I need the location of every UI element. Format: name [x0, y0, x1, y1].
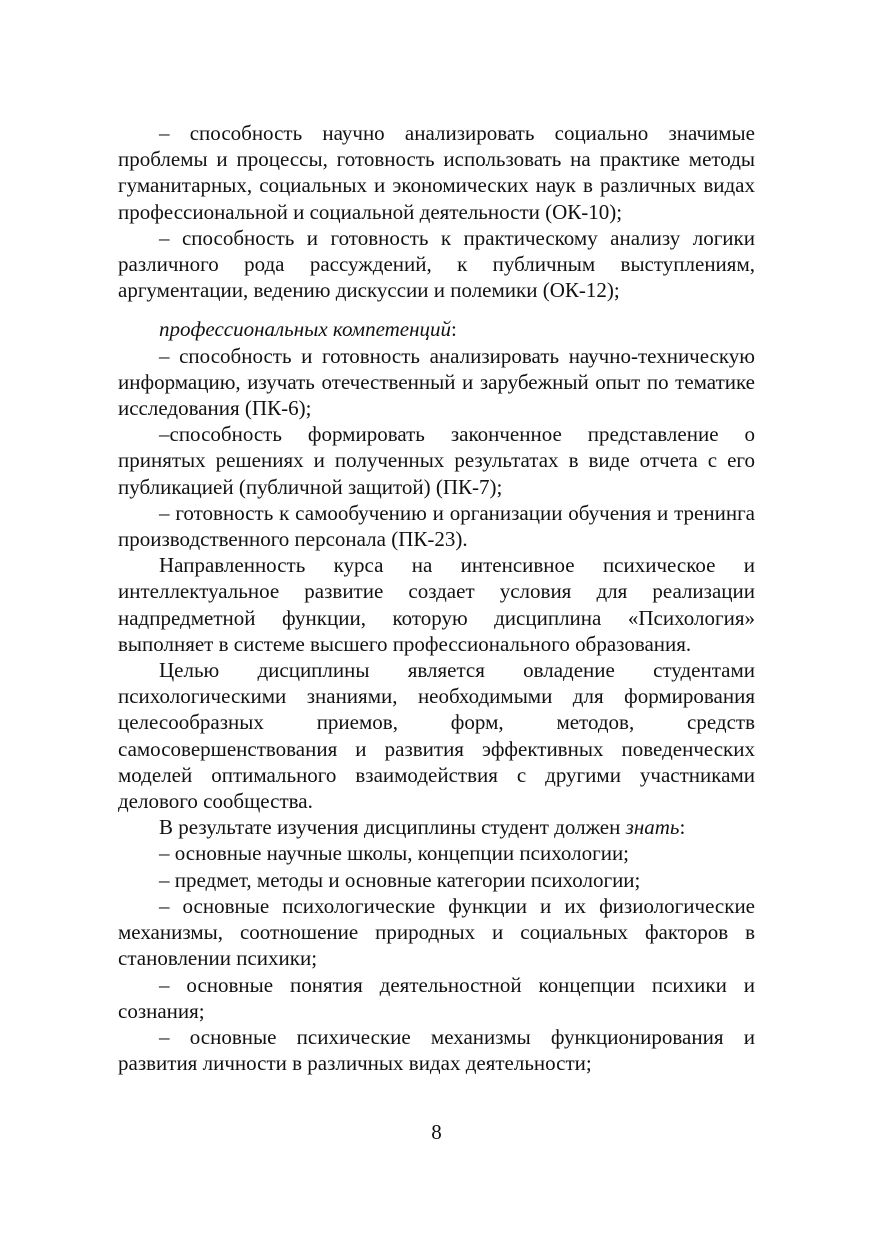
page-number: 8 [431, 1120, 442, 1144]
list-item: – основные понятия деятельностной концепции психики и сознания; [118, 972, 755, 1023]
must-know-word: знать [625, 815, 680, 840]
list-item: – основные психологические функции и их физиологические механизмы, соотношение природных и социальных факторов в становлении психики; [118, 893, 755, 971]
competence-pk7: –способность формировать законченное представление о принятых решениях и полученных результатах в виде отчета с его публикацией (публичной защитой) (ПК-7); [118, 422, 755, 499]
must-know-lead: В результате изучения дисциплины студент должен [159, 815, 626, 840]
competence-ok12: – способность и готовность к практическому анализу логики различного рода рассуждений, к публичным выступлениям, аргументации, ведению дискуссии и полемики (ОК-12); [118, 225, 755, 303]
competence-pk6: – способность и готовность анализировать научно-техническую информацию, изучать отечественный и зарубежный опыт по тематике исследования (ПК-6); [118, 343, 755, 421]
list-item: – предмет, методы и основные категории психологии; [159, 867, 641, 892]
competence-pk23: – готовность к самообучению и организации обучения и тренинга производственного персонала (ПК-23). [118, 500, 755, 552]
must-know-colon: : [679, 815, 686, 840]
list-item: – основные психические механизмы функционирования и развития личности в различных видах деятельности; [118, 1024, 755, 1076]
course-goal-paragraph: Целью дисциплины является овладение студентами психологическими знаниями, необходимыми для формирования целесообразных приемов, форм, методов, средств самосовершенствования и развития эффективных поведенческих моделей оптимального взаимодействия с другими участниками делового сообщества. [118, 658, 755, 814]
heading-colon: : [451, 317, 457, 342]
list-item: – основные научные школы, концепции психологии; [159, 841, 630, 866]
professional-competences-label: профессиональных компетенций [159, 317, 452, 342]
course-orientation-paragraph: Направленность курса на интенсивное психическое и интеллектуальное развитие создает условия для реализации надпредметной функции, которую дисциплина «Психология» выполняет в системе высшего профессионального образования. [118, 553, 755, 656]
competence-ok10: – способность научно анализировать социально значимые проблемы и процессы, готовность использовать на практике методы гуманитарных, социальных и экономических наук в различных видах профессиональной и социальной деятельности (ОК-10); [118, 121, 755, 224]
professional-competences-heading [118, 316, 755, 342]
page-body [118, 120, 755, 1076]
must-know-intro [118, 814, 755, 840]
